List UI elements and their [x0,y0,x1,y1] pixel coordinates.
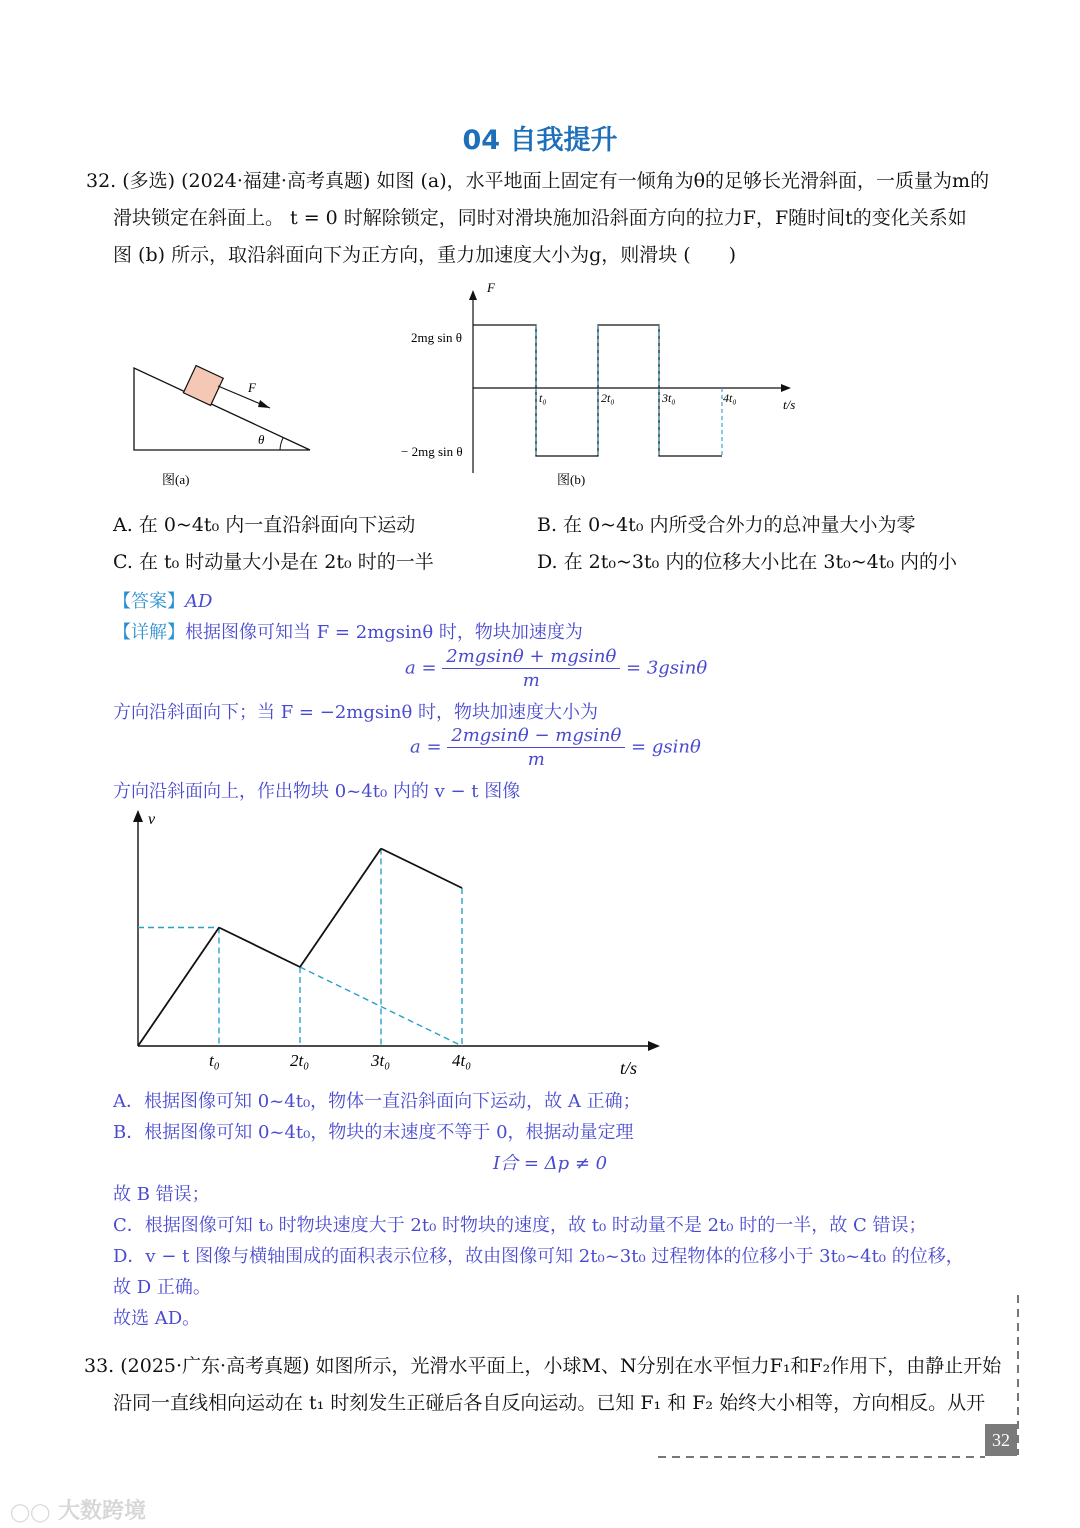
label-F: F [487,280,495,295]
answer-line [113,587,212,613]
caption-b: 图(b) [557,472,586,487]
tick-4t0: 4t₀ [723,391,737,405]
t-axis-head [648,1041,660,1051]
tick-3t0: 3t₀ [662,391,676,405]
option-c: C. 在 t₀ 时动量大小是在 2t₀ 时的一半 [113,551,434,573]
equation-2 [410,725,701,770]
analysis-a: A．根据图像可知 0~4t₀，物体一直沿斜面向下运动，故 A 正确； [113,1091,641,1112]
analysis-d: D．v − t 图像与横轴围成的面积表示位移，故由图像可知 2t₀~3t₀ 过程物体的位移小于 3t₀~4t₀ 的位移， [113,1246,964,1267]
equation-1 [405,646,707,691]
vt-segment-1 [138,928,219,1047]
vt-chart [120,808,680,1078]
label-theta: θ [258,432,265,447]
section-title: 04 自我提升 [462,125,618,156]
eq2-lhs: a = [410,736,442,758]
page-number: 32 [985,1424,1017,1456]
x-tick-label-2: 2t₀ [290,1051,310,1070]
label-neg: − 2mg sin θ [401,444,463,459]
eq1-fraction [442,646,620,691]
vt-segment-3 [300,849,381,968]
f-axis-head [469,290,477,300]
momentum-equation: I合 = Δp ≠ 0 [493,1153,608,1174]
caption-a: 图(a) [162,472,190,487]
x-tick-label-3: 3t₀ [371,1051,391,1070]
watermark-logo-icon: ◯◯ [10,1502,51,1523]
theta-arc [280,438,283,450]
answer-tag: 【答案】 [113,591,185,612]
label-pos: 2mg sin θ [411,330,463,345]
answer-value: AD [185,591,213,612]
eq1-lhs: a = [405,657,437,679]
eq1-rhs: = 3gsinθ [626,657,708,679]
detail-text-1: 根据图像可知当 F = 2mgsinθ 时，物块加速度为 [185,622,583,643]
q33-line1: 33. (2025·广东·高考真题) 如图所示，光滑水平面上，小球M、N分别在水平恒力F₁和F₂作用下，由静止开始 [84,1355,1002,1377]
label-F: F [248,380,256,395]
tick-2t0: 2t₀ [601,391,615,405]
analysis-b-end: 故 B 错误； [113,1184,210,1205]
v-axis-head [133,810,143,822]
t-axis-label: t/s [620,1058,638,1078]
label-t-unit: t/s [783,397,796,412]
detail-line-3: 方向沿斜面向上，作出物块 0~4t₀ 内的 v − t 图像 [113,781,521,802]
vt-segment-2 [219,928,300,968]
q32-line1: 32. (多选) (2024·福建·高考真题) 如图 (a)，水平地面上固定有一倾角为θ的足够长光滑斜面，一质量为m的 [86,170,990,192]
vt-segment-4 [381,849,462,889]
analysis-c: C．根据图像可知 t₀ 时物块速度大于 2t₀ 时物块的速度，故 t₀ 时动量不是 2t₀ 时的一半，故 C 错误； [113,1215,927,1236]
t-axis-head [781,384,791,392]
final-answer: 故选 AD。 [113,1308,201,1329]
block [183,366,223,406]
option-d: D. 在 2t₀~3t₀ 内的位移大小比在 3t₀~4t₀ 内的小 [537,551,957,573]
option-b: B. 在 0~4t₀ 内所受合外力的总冲量大小为零 [537,514,916,536]
eq2-denominator: m [527,749,545,770]
watermark-text: 大数跨境 [57,1499,146,1524]
eq1-denominator: m [522,670,540,691]
force-arrow-head [258,400,270,408]
eq2-numerator: 2mgsinθ − mgsinθ [447,725,625,748]
q32-line3: 图 (b) 所示，取沿斜面向下为正方向，重力加速度大小为g，则滑块 ( ) [113,244,737,266]
figure-b-force-time [395,278,815,493]
tick-t0: t₀ [539,391,547,405]
detail-tag: 【详解】 [113,622,185,643]
detail-line-2: 方向沿斜面向下；当 F = −2mgsinθ 时，物块加速度大小为 [113,702,599,723]
q33-line2: 沿同一直线相向运动在 t₁ 时刻发生正碰后各自反向运动。已知 F₁ 和 F₂ 始终大小相等，方向相反。从开 [113,1392,986,1414]
v-axis-label: v [148,811,156,828]
eq1-numerator: 2mgsinθ + mgsinθ [442,646,620,669]
q32-line2: 滑块锁定在斜面上。 t = 0 时解除锁定，同时对滑块施加沿斜面方向的拉力F，F随时间t的变化关系如 [113,207,967,229]
analysis-b: B．根据图像可知 0~4t₀，物块的末速度不等于 0，根据动量定理 [113,1122,634,1143]
analysis-d-end: 故 D 正确。 [113,1277,211,1298]
detail-line-1 [113,618,583,644]
figure-a-incline [120,350,330,490]
x-tick-label-1: t₀ [209,1051,220,1070]
x-tick-label-4: 4t₀ [452,1051,472,1070]
eq2-fraction [447,725,625,770]
eq2-rhs: = gsinθ [631,736,701,758]
watermark [10,1494,146,1525]
option-a: A. 在 0~4t₀ 内一直沿斜面向下运动 [113,514,416,536]
